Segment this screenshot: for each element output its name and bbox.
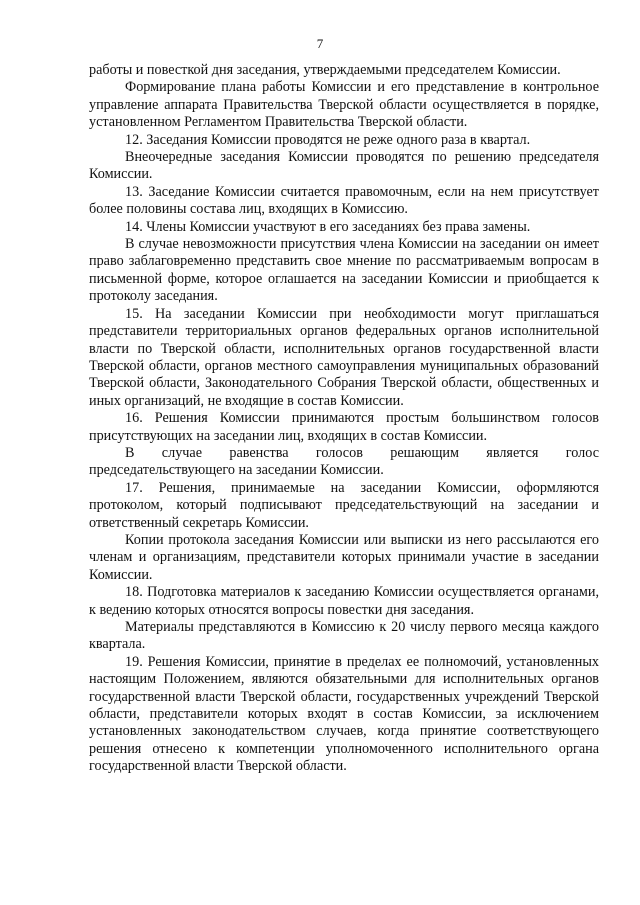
paragraph-item-14: 14. Члены Комиссии участвуют в его заседаниях без права замены. [125, 218, 531, 235]
paragraph-item-13: 13. Заседание Комиссии считается правомочным, если на нем присутствует более половины состава лиц, входящих в Комиссию. [89, 183, 599, 218]
paragraph-item-18: 18. Подготовка материалов к заседанию Комиссии осуществляется органами, к ведению которых относятся вопросы повестки дня заседания. [89, 584, 599, 618]
paragraph-item-16: 16. Решения Комиссии принимаются простым большинством голосов присутствующих на заседании лиц, входящих в состав Комиссии. [89, 410, 599, 444]
paragraph-work-plan: Формирование плана работы Комиссии и его представление в контрольное управление аппарата Правительства Тверской области осуществляется в порядке, установленном Регламентом Правительства Тверской области. [89, 79, 599, 131]
paragraph-item-19: 19. Решения Комиссии, принятие в пределах ее полномочий, установленных настоящим Положением, являются обязательными для исполнительных органов государственной власти Тверской области, государственных учреждений Тверской области, представители которых входят в состав Комиссии, за исключением установленных законодательством случаев, когда принятие соответствующего решения отнесено к компетенции уполномоченного исполнительного органа государственной власти Тверской области. [89, 653, 599, 775]
paragraph-item-17: 17. Решения, принимаемые на заседании Комиссии, оформляются протоколом, который подписывают председательствующий на заседании и ответственный секретарь Комиссии. [89, 479, 599, 531]
paragraph-item-15: 15. На заседании Комиссии при необходимости могут приглашаться представители территориальных органов федеральных органов исполнительной власти по Тверской области, исполнительных органов государственной власти Тверской области, органов местного самоуправления муниципальных образований Тверской области, Законодательного Собрания Тверской области, общественных и иных организаций, не входящие в состав Комиссии. [89, 305, 599, 409]
paragraph-item-12: 12. Заседания Комиссии проводятся не реже одного раза в квартал. [125, 131, 531, 148]
paragraph-absence-opinion: В случае невозможности присутствия члена Комиссии на заседании он имеет право заблаговременно представить свое мнение по рассматриваемым вопросам в письменной форме, которое оглашается на заседании Комиссии и приобщается к протоколу заседания. [89, 236, 599, 305]
paragraph-tie-vote: В случае равенства голосов решающим является голос председательствующего на заседании Комиссии. [89, 444, 599, 479]
paragraph-extraordinary-meetings: Внеочередные заседания Комиссии проводятся по решению председателя Комиссии. [89, 149, 599, 183]
document-body [89, 62, 599, 776]
page-number: 7 [316, 36, 324, 51]
paragraph-protocol-copies: Копии протокола заседания Комиссии или выписки из него рассылаются его членам и организациям, представители которых принимали участие в заседании Комиссии. [89, 531, 599, 583]
paragraph-materials-deadline: Материалы представляются в Комиссию к 20 числу первого месяца каждого квартала. [89, 619, 599, 653]
paragraph-continuation: работы и повесткой дня заседания, утверждаемыми председателем Комиссии. [89, 62, 561, 78]
